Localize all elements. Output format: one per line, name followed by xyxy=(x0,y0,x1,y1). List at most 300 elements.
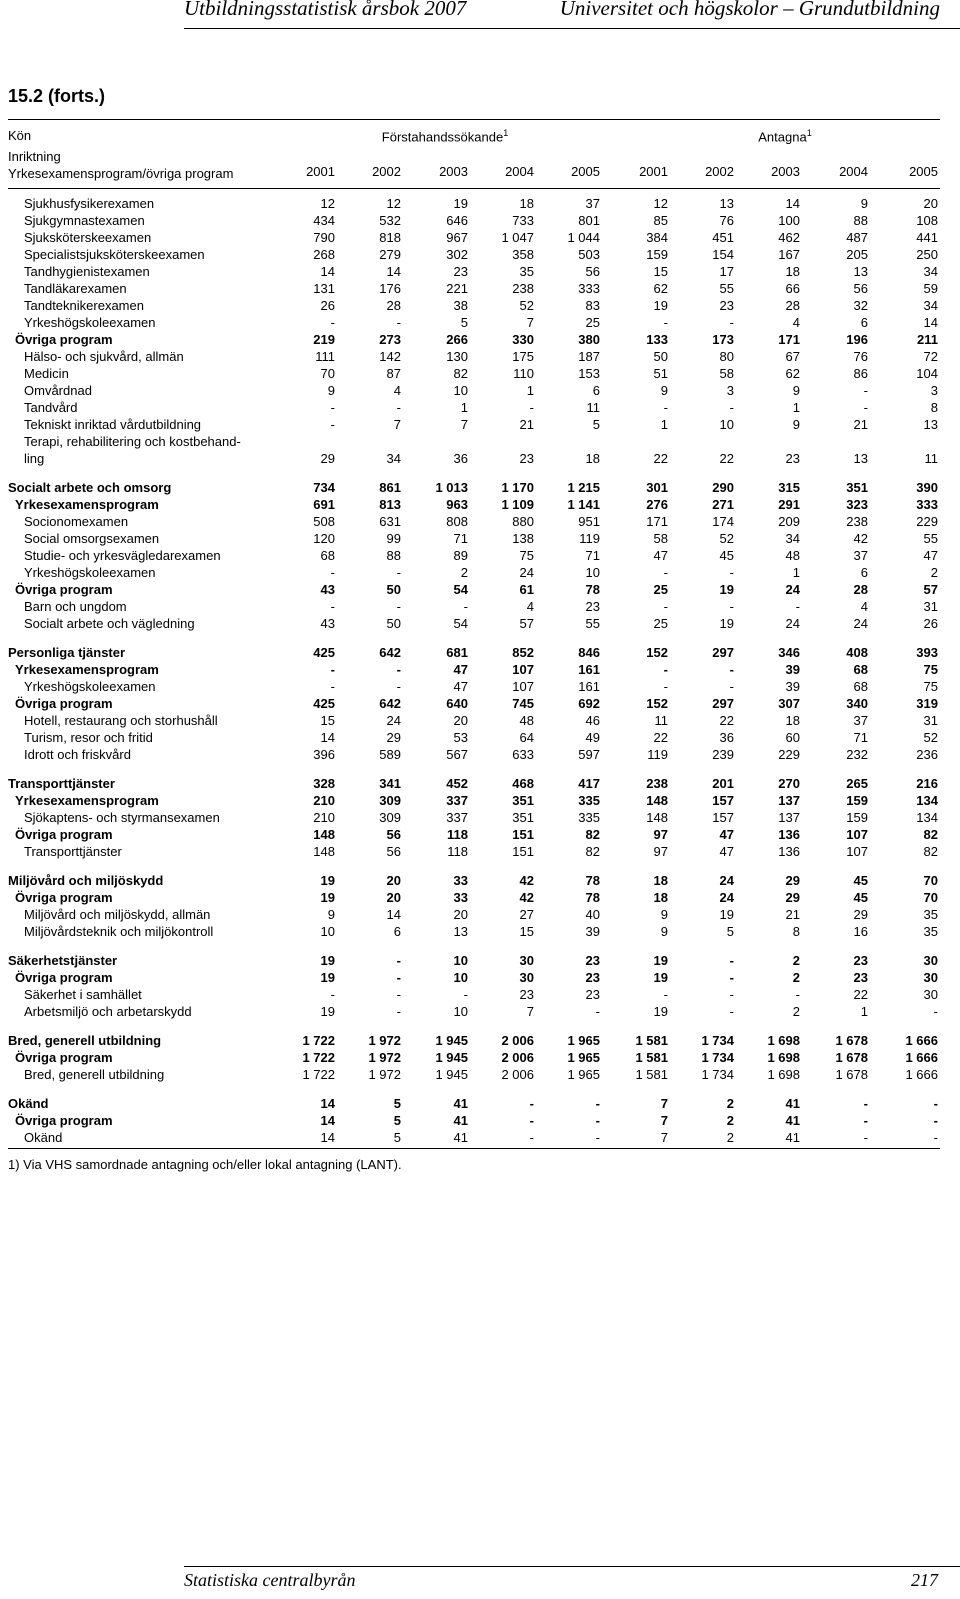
table-cell: 34 xyxy=(386,451,401,466)
table-cell: 4 xyxy=(526,599,534,614)
table-cell: 1 581 xyxy=(635,1067,668,1082)
table-cell: 70 xyxy=(320,366,335,381)
table-cell: 31 xyxy=(923,713,938,728)
table-cell: 813 xyxy=(379,497,401,512)
year-header: 2004 xyxy=(505,164,534,179)
table-cell: 6 xyxy=(860,315,868,330)
row-label xyxy=(15,889,113,906)
table-cell: 29 xyxy=(785,890,800,905)
row-label-text: Okänd xyxy=(24,1130,63,1145)
table-cell: 41 xyxy=(785,1096,800,1111)
table-cell: 134 xyxy=(916,793,938,808)
table-row xyxy=(8,195,940,212)
row-label xyxy=(24,416,201,433)
table-cell: 1 581 xyxy=(635,1050,668,1065)
table-cell: 10 xyxy=(585,565,600,580)
table-cell: 393 xyxy=(916,645,938,660)
table-cell: 136 xyxy=(778,844,800,859)
table-cell: 11 xyxy=(924,451,938,466)
row-label xyxy=(24,1003,192,1020)
row-label-text: Yrkeshögskoleexamen xyxy=(24,565,156,580)
table-cell: 23 xyxy=(785,451,800,466)
year-header: 2005 xyxy=(909,164,938,179)
row-label xyxy=(24,906,210,923)
table-row xyxy=(8,280,940,297)
table-cell: - xyxy=(396,953,401,968)
title-divider xyxy=(8,119,940,120)
table-cell: - xyxy=(396,662,401,677)
table-cell: 39 xyxy=(785,679,800,694)
table-cell: 1 972 xyxy=(368,1033,401,1048)
year-header: 2005 xyxy=(571,164,600,179)
row-label xyxy=(8,644,125,661)
table-cell: 1 945 xyxy=(435,1050,468,1065)
year-header: 2003 xyxy=(771,164,800,179)
table-cell: - xyxy=(795,987,800,1002)
row-label-text: Yrkesexamensprogram xyxy=(15,793,159,808)
table-cell: 7 xyxy=(660,1130,668,1145)
row-label xyxy=(24,399,77,416)
table-cell: 11 xyxy=(654,713,668,728)
table-cell: 23 xyxy=(519,987,534,1002)
table-row xyxy=(8,547,940,564)
table-cell: 290 xyxy=(712,480,734,495)
table-cell: 71 xyxy=(585,548,600,563)
table-cell: 846 xyxy=(578,645,600,660)
table-cell: 8 xyxy=(930,400,938,415)
table-cell: 130 xyxy=(446,349,468,364)
table-row xyxy=(8,775,940,792)
row-label xyxy=(24,433,241,467)
row-label-text: Bred, generell utbildning xyxy=(8,1033,162,1048)
table-cell: 12 xyxy=(653,196,668,211)
table-cell: 1 965 xyxy=(567,1033,600,1048)
row-label xyxy=(24,809,220,826)
table-cell: 9 xyxy=(327,907,335,922)
column-headers xyxy=(8,128,940,188)
table-row xyxy=(8,729,940,746)
table-row xyxy=(8,433,940,467)
table-cell: 9 xyxy=(660,924,668,939)
table-cell: 1 678 xyxy=(835,1033,868,1048)
table-cell: 1 013 xyxy=(435,480,468,495)
table-cell: 328 xyxy=(313,776,335,791)
table-cell: 54 xyxy=(453,582,468,597)
row-label xyxy=(24,212,145,229)
table-cell: 801 xyxy=(578,213,600,228)
row-label-text: Miljövårdsteknik och miljökontroll xyxy=(24,924,214,939)
row-label-text: Tandläkarexamen xyxy=(24,281,127,296)
table-row xyxy=(8,297,940,314)
table-cell: - xyxy=(729,679,734,694)
table-cell: 2 xyxy=(726,1113,734,1128)
table-cell: 597 xyxy=(578,747,600,762)
table-cell: 119 xyxy=(579,531,600,546)
table-cell: 1 678 xyxy=(835,1050,868,1065)
table-cell: 2 006 xyxy=(501,1050,534,1065)
header-program: Yrkesexamensprogram/övriga program xyxy=(8,166,234,181)
table-cell: 54 xyxy=(453,616,468,631)
table-cell: 1 044 xyxy=(567,230,600,245)
table-cell: 167 xyxy=(778,247,800,262)
row-label-text: Hälso- och sjukvård, allmän xyxy=(24,349,184,364)
table-row xyxy=(8,826,940,843)
table-cell: 1 698 xyxy=(767,1033,800,1048)
table-cell: 108 xyxy=(916,213,938,228)
table-cell: 532 xyxy=(379,213,401,228)
table-cell: 333 xyxy=(578,281,600,296)
table-cell: 88 xyxy=(386,548,401,563)
header-kon: Kön xyxy=(8,128,32,143)
row-label-text: Tandvård xyxy=(24,400,78,415)
table-cell: 452 xyxy=(446,776,468,791)
table-cell: 11 xyxy=(586,400,600,415)
row-label xyxy=(24,382,92,399)
table-cell: - xyxy=(529,1130,534,1145)
table-row xyxy=(8,564,940,581)
table-cell: 66 xyxy=(785,281,800,296)
table-cell: 1 xyxy=(526,383,534,398)
table-cell: 107 xyxy=(846,827,868,842)
table-cell: 50 xyxy=(386,582,401,597)
table-cell: 19 xyxy=(653,298,668,313)
table-cell: 75 xyxy=(923,662,938,677)
table-cell: 12 xyxy=(320,196,335,211)
table-cell: 9 xyxy=(660,383,668,398)
table-cell: 22 xyxy=(719,451,734,466)
table-row xyxy=(8,598,940,615)
header-divider-bottom xyxy=(8,188,940,189)
table-cell: 9 xyxy=(860,196,868,211)
table-cell: 633 xyxy=(512,747,534,762)
table-cell: 880 xyxy=(512,514,534,529)
table-cell: 358 xyxy=(512,247,534,262)
table-cell: 148 xyxy=(313,827,335,842)
table-cell: 5 xyxy=(393,1130,401,1145)
table-cell: 39 xyxy=(585,924,600,939)
row-label-text: Arbetsmiljö och arbetarskydd xyxy=(24,1004,192,1019)
table-row xyxy=(8,906,940,923)
table-cell: 50 xyxy=(386,616,401,631)
table-cell: 28 xyxy=(853,582,868,597)
table-cell: 23 xyxy=(585,599,600,614)
table-cell: 2 006 xyxy=(501,1067,534,1082)
table-cell: 351 xyxy=(512,793,534,808)
table-cell: 75 xyxy=(923,679,938,694)
row-label-text: Övriga program xyxy=(15,890,113,905)
table-cell: 309 xyxy=(379,810,401,825)
table-cell: 239 xyxy=(712,747,734,762)
table-cell: - xyxy=(933,1096,938,1111)
table-bottom-divider xyxy=(8,1148,940,1149)
table-cell: 88 xyxy=(853,213,868,228)
table-cell: 319 xyxy=(916,696,938,711)
table-cell: 13 xyxy=(719,196,734,211)
table-cell: 82 xyxy=(585,844,600,859)
table-cell: 951 xyxy=(578,514,600,529)
table-row xyxy=(8,1112,940,1129)
table-cell: 20 xyxy=(453,907,468,922)
table-row xyxy=(8,348,940,365)
year-header: 2001 xyxy=(306,164,335,179)
table-cell: 14 xyxy=(320,1130,335,1145)
row-label-text: Transporttjänster xyxy=(24,844,122,859)
row-label-text-continued: ling xyxy=(24,451,45,466)
table-cell: 7 xyxy=(526,315,534,330)
table-cell: 19 xyxy=(320,953,335,968)
table-cell: 266 xyxy=(446,332,468,347)
table-cell: 1 678 xyxy=(835,1067,868,1082)
table-cell: 14 xyxy=(923,315,938,330)
row-label xyxy=(24,229,151,246)
row-label-text: Övriga program xyxy=(15,1050,113,1065)
table-cell: 28 xyxy=(386,298,401,313)
table-cell: 42 xyxy=(519,890,534,905)
table-row xyxy=(8,513,940,530)
table-cell: 19 xyxy=(320,1004,335,1019)
table-cell: - xyxy=(396,565,401,580)
table-cell: 30 xyxy=(923,953,938,968)
table-cell: - xyxy=(330,987,335,1002)
table-cell: - xyxy=(729,1004,734,1019)
table-cell: 29 xyxy=(386,730,401,745)
table-row xyxy=(8,969,940,986)
table-cell: 271 xyxy=(712,497,734,512)
table-cell: 68 xyxy=(853,679,868,694)
table-cell: 818 xyxy=(379,230,401,245)
table-cell: 1 xyxy=(660,417,668,432)
table-cell: 1 965 xyxy=(567,1050,600,1065)
table-cell: 56 xyxy=(386,827,401,842)
table-cell: - xyxy=(330,565,335,580)
table-cell: 22 xyxy=(653,730,668,745)
table-cell: - xyxy=(663,400,668,415)
table-cell: 1 734 xyxy=(701,1050,734,1065)
table-cell: - xyxy=(729,400,734,415)
table-cell: 13 xyxy=(453,924,468,939)
table-cell: 10 xyxy=(453,953,468,968)
table-cell: 30 xyxy=(923,987,938,1002)
table-cell: - xyxy=(396,987,401,1002)
table-cell: 646 xyxy=(446,213,468,228)
table-cell: 9 xyxy=(792,383,800,398)
table-cell: 34 xyxy=(923,298,938,313)
table-cell: 58 xyxy=(719,366,734,381)
table-cell: 42 xyxy=(519,873,534,888)
table-cell: 1 972 xyxy=(368,1050,401,1065)
table-cell: 24 xyxy=(853,616,868,631)
table-cell: 335 xyxy=(578,810,600,825)
table-cell: 441 xyxy=(916,230,938,245)
row-label-text: Yrkesexamensprogram xyxy=(15,662,159,677)
footer-divider xyxy=(184,1566,960,1567)
table-row xyxy=(8,746,940,763)
table-cell: 229 xyxy=(778,747,800,762)
row-label xyxy=(24,314,156,331)
table-cell: 24 xyxy=(785,582,800,597)
table-cell: 45 xyxy=(853,873,868,888)
group-header-forstahandssokande-label: Förstahandssökande xyxy=(381,129,504,145)
table-cell: 8 xyxy=(792,924,800,939)
table-cell: 691 xyxy=(313,497,335,512)
table-cell: 14 xyxy=(320,264,335,279)
row-label-text: Omvårdnad xyxy=(24,383,92,398)
table-cell: 23 xyxy=(585,987,600,1002)
table-cell: 159 xyxy=(846,810,868,825)
table-cell: - xyxy=(933,1113,938,1128)
table-cell: 35 xyxy=(519,264,534,279)
table-cell: 24 xyxy=(519,565,534,580)
table-cell: 15 xyxy=(519,924,534,939)
table-cell: 745 xyxy=(512,696,534,711)
table-cell: 58 xyxy=(653,531,668,546)
table-cell: 20 xyxy=(453,713,468,728)
table-cell: 341 xyxy=(379,776,401,791)
table-cell: 85 xyxy=(653,213,668,228)
table-cell: 1 945 xyxy=(435,1033,468,1048)
table-cell: 1 109 xyxy=(501,497,534,512)
row-label-text: Socialt arbete och omsorg xyxy=(8,480,172,495)
table-row xyxy=(8,1129,940,1146)
row-label-text: Tandhygienistexamen xyxy=(24,264,150,279)
table-cell: 78 xyxy=(585,873,600,888)
table-row xyxy=(8,792,940,809)
table-cell: 38 xyxy=(453,298,468,313)
table-cell: - xyxy=(863,383,868,398)
table-cell: 19 xyxy=(719,582,734,597)
table-cell: 14 xyxy=(785,196,800,211)
table-cell: 417 xyxy=(578,776,600,791)
running-header xyxy=(0,0,960,26)
table-cell: 43 xyxy=(320,582,335,597)
table-cell: 76 xyxy=(853,349,868,364)
table-cell: 6 xyxy=(592,383,600,398)
table-cell: - xyxy=(330,400,335,415)
table-cell: 589 xyxy=(379,747,401,762)
table-cell: 56 xyxy=(585,264,600,279)
table-cell: 808 xyxy=(446,514,468,529)
table-cell: 861 xyxy=(379,480,401,495)
row-label xyxy=(8,1032,161,1049)
table-cell: 733 xyxy=(512,213,534,228)
table-cell: 7 xyxy=(460,417,468,432)
table-cell: 99 xyxy=(386,531,401,546)
table-cell: 45 xyxy=(853,890,868,905)
table-cell: 34 xyxy=(923,264,938,279)
table-cell: 20 xyxy=(386,890,401,905)
row-label xyxy=(24,263,150,280)
table-row xyxy=(8,843,940,860)
table-cell: 4 xyxy=(393,383,401,398)
table-cell: 210 xyxy=(313,810,335,825)
row-label-text: Sjukgymnastexamen xyxy=(24,213,145,228)
table-cell: 1 047 xyxy=(501,230,534,245)
table-cell: 76 xyxy=(719,213,734,228)
year-header: 2003 xyxy=(439,164,468,179)
row-label-text: Yrkeshögskoleexamen xyxy=(24,679,156,694)
row-label xyxy=(15,826,113,843)
row-label xyxy=(15,1049,113,1066)
table-cell: 7 xyxy=(660,1113,668,1128)
table-row xyxy=(8,986,940,1003)
table-cell: 48 xyxy=(785,548,800,563)
table-cell: 232 xyxy=(846,747,868,762)
table-cell: 41 xyxy=(453,1096,468,1111)
table-cell: 340 xyxy=(846,696,868,711)
table-cell: 57 xyxy=(923,582,938,597)
table-cell: 2 xyxy=(792,1004,800,1019)
table-cell: 2 xyxy=(726,1130,734,1145)
table-row xyxy=(8,1095,940,1112)
table-cell: 20 xyxy=(923,196,938,211)
table-cell: 384 xyxy=(646,230,668,245)
table-cell: 10 xyxy=(320,924,335,939)
table-cell: 2 xyxy=(930,565,938,580)
table-title: 15.2 (forts.) xyxy=(8,86,106,106)
row-label-text: Övriga program xyxy=(15,332,113,347)
table-cell: 396 xyxy=(313,747,335,762)
table-cell: 10 xyxy=(453,383,468,398)
table-row xyxy=(8,314,940,331)
row-label-text: Terapi, rehabilitering och kostbehand- xyxy=(24,434,241,449)
table-cell: 55 xyxy=(719,281,734,296)
table-cell: 462 xyxy=(778,230,800,245)
table-cell: 2 006 xyxy=(501,1033,534,1048)
table-cell: 18 xyxy=(519,196,534,211)
year-header: 2001 xyxy=(639,164,668,179)
table-cell: 27 xyxy=(519,907,534,922)
table-cell: 159 xyxy=(846,793,868,808)
row-label xyxy=(24,280,127,297)
table-cell: 297 xyxy=(712,696,734,711)
table-cell: - xyxy=(663,987,668,1002)
table-row xyxy=(8,1049,940,1066)
table-cell: 35 xyxy=(923,907,938,922)
table-cell: 205 xyxy=(846,247,868,262)
table-cell: 351 xyxy=(846,480,868,495)
footnote: 1) Via VHS samordnade antagning och/eller lokal antagning (LANT). xyxy=(8,1157,402,1172)
table-cell: 1 734 xyxy=(701,1067,734,1082)
table-cell: - xyxy=(330,315,335,330)
table-cell: 171 xyxy=(646,514,668,529)
table-cell: 14 xyxy=(386,907,401,922)
table-row xyxy=(8,661,940,678)
table-row xyxy=(8,229,940,246)
table-cell: 4 xyxy=(860,599,868,614)
table-cell: 157 xyxy=(712,810,734,825)
row-label-text: Hotell, restaurang och storhushåll xyxy=(24,713,218,728)
table-cell: 148 xyxy=(646,810,668,825)
table-cell: 351 xyxy=(512,810,534,825)
table-cell: 80 xyxy=(719,349,734,364)
table-cell: 70 xyxy=(923,890,938,905)
row-label-text: Yrkeshögskoleexamen xyxy=(24,315,156,330)
table-cell: 29 xyxy=(320,451,335,466)
table-cell: 82 xyxy=(923,844,938,859)
table-cell: 279 xyxy=(379,247,401,262)
table-cell: 5 xyxy=(726,924,734,939)
table-row xyxy=(8,399,940,416)
row-label-text: Övriga program xyxy=(15,696,113,711)
table-cell: - xyxy=(330,679,335,694)
table-cell: 62 xyxy=(785,366,800,381)
table-cell: 52 xyxy=(519,298,534,313)
table-cell: 1 xyxy=(792,565,800,580)
table-cell: 19 xyxy=(653,1004,668,1019)
row-label xyxy=(15,496,159,513)
table-row xyxy=(8,479,940,496)
table-cell: 2 xyxy=(792,953,800,968)
